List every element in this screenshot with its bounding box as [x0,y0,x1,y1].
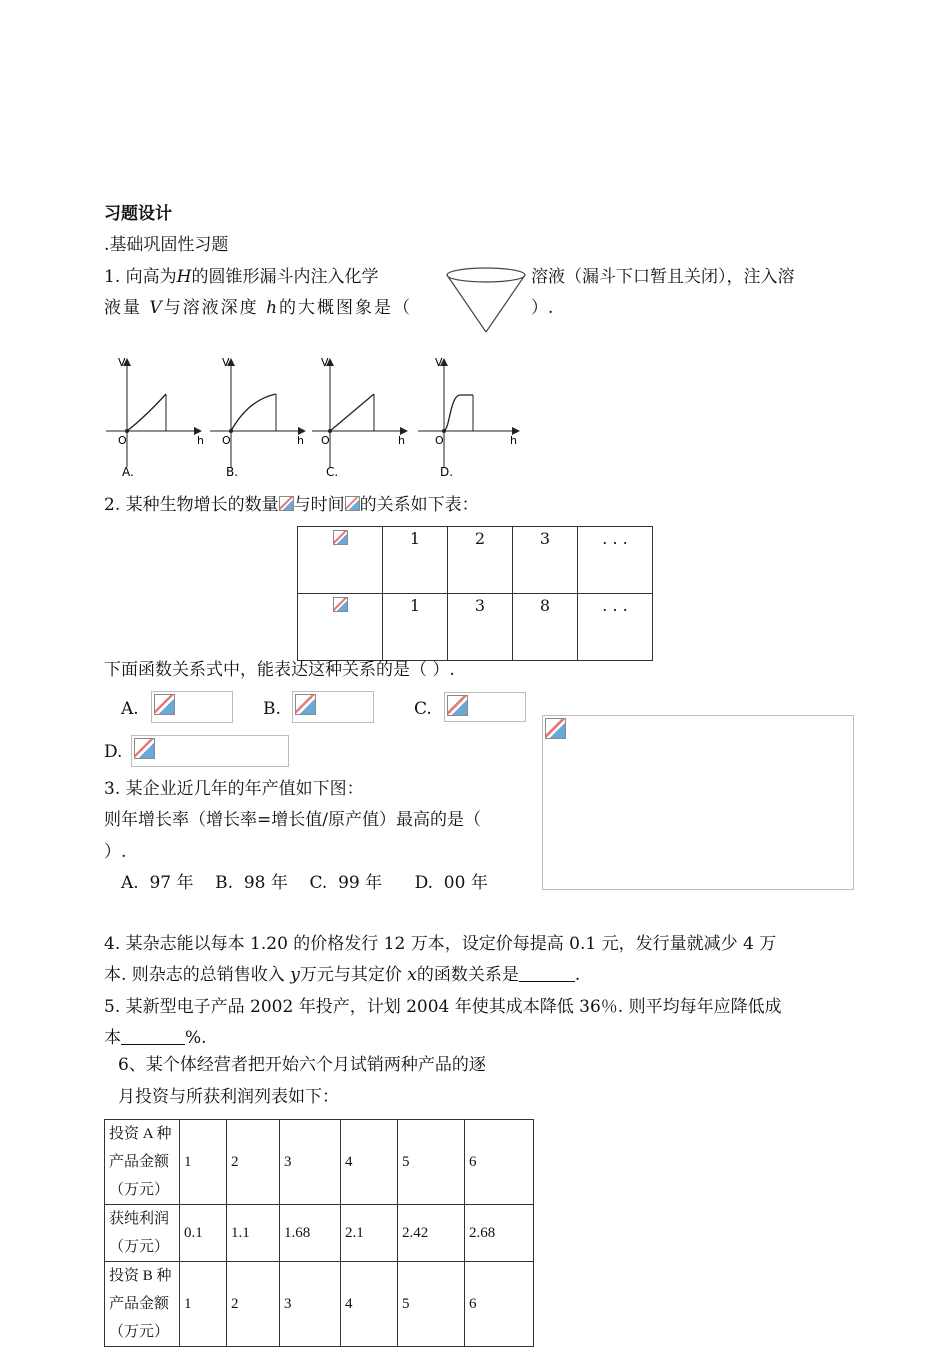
table-cell: 6 [465,1262,534,1347]
q1-graphs [100,352,530,482]
table-cell: 6 [465,1120,534,1205]
q6-table [104,1119,534,1347]
q5-text-b: %. [185,1028,207,1048]
table-cell: 1.1 [227,1205,280,1262]
q5-answer-blank[interactable] [121,1028,185,1045]
graph-a-label: A. [122,465,134,479]
table-cell: 3 [280,1262,341,1347]
q2-question: 下面函数关系式中，能表达这种关系的是（ ）. [104,660,455,680]
table-row [298,527,653,594]
table-cell: 2.1 [341,1205,398,1262]
row-header-line: （万元） [109,1182,170,1198]
table-cell: 1 [180,1120,227,1205]
q1-var-h-upper: H [176,267,192,287]
row-header-line: （万元） [109,1324,170,1340]
q1-line2 [104,297,412,319]
q2-option-c-label: C. [414,699,432,719]
graph-d-y-label: V [435,356,443,369]
q4-text-a: 本. 则杂志的总销售收入 [104,965,285,985]
graph-b-x-label: h [297,434,304,447]
row-header [105,1262,180,1347]
q2-text-b: 与时间 [293,495,345,515]
table-cell: 2 [227,1120,280,1205]
q4-var-y: y [290,965,300,985]
q1-text-g: ）. [531,298,554,318]
image-placeholder-icon [545,718,566,739]
graph-d [418,356,518,479]
image-placeholder-icon [134,738,155,759]
q3-line1: 3. 某企业近几年的年产值如下图： [104,779,364,799]
image-placeholder-icon [295,694,316,715]
q2-text-c: 的关系如下表： [359,495,479,515]
graph-c-x-label: h [398,434,405,447]
graph-a-origin: O [118,434,127,447]
q2-option-a-label: A. [121,699,139,719]
q3-chart-image [542,715,854,890]
q4-text-c: 的函数关系是 [416,965,519,985]
table-cell: 2.42 [398,1205,465,1262]
table-cell: 1.68 [280,1205,341,1262]
image-placeholder-icon [154,694,175,715]
table-cell: . . . [578,527,653,594]
q2-text-a: 2. 某种生物增长的数量 [104,495,279,515]
q1-text-b: 的圆锥形漏斗内注入化学 [191,267,379,287]
row-header-line: （万元） [109,1239,170,1255]
table-cell: 8 [513,594,578,661]
table-cell: 4 [341,1262,398,1347]
q1-line1 [104,266,378,288]
q1-text-f: 的大概图象是（ [279,298,413,318]
q4-line2 [104,964,580,986]
graph-d-label: D. [440,465,454,479]
q1-text-e: 与溶液深度 [163,298,259,318]
table-cell: 2 [227,1262,280,1347]
q1-text-c: 溶液（漏斗下口暂且关闭），注入溶 [531,267,795,287]
table-cell: 5 [398,1120,465,1205]
row-header [105,1205,180,1262]
q4-line1: 4. 某杂志能以每本 1.20 的价格发行 12 万本，设定价每提高 0.1 元，发行量就减少 4 万 [104,934,777,954]
image-placeholder-icon [345,496,360,511]
graph-a [106,356,204,479]
q6-line2: 月投资与所获利润列表如下： [118,1087,339,1107]
table-cell [298,527,383,594]
table-row [105,1120,534,1205]
q2-table [297,526,653,661]
q5-text-a: 本 [104,1028,121,1048]
q4-text-d: . [574,965,581,985]
q1-text-a: 1. 向高为 [104,267,177,287]
section-title: 习题设计 [104,204,172,224]
table-cell: 1 [383,594,448,661]
q2-text [104,494,479,516]
row-header-line: 投资 A 种 [109,1126,172,1142]
table-cell: 1 [180,1262,227,1347]
graph-a-y-label: V [118,356,126,369]
table-cell: 0.1 [180,1205,227,1262]
graph-d-x-label: h [510,434,517,447]
graph-b [210,356,304,479]
subtitle: .基础巩固性习题 [104,235,229,255]
q3-line3: ）. [104,842,127,862]
row-header-line: 产品金额 [109,1154,170,1170]
table-cell: 2 [448,527,513,594]
q1-var-h: h [266,298,280,318]
table-cell: 3 [448,594,513,661]
q5-line2 [104,1027,207,1049]
table-cell: 5 [398,1262,465,1347]
graph-d-origin: O [435,434,444,447]
q2-option-a-image [151,691,233,723]
table-cell: 2.68 [465,1205,534,1262]
table-cell: 3 [280,1120,341,1205]
graph-c-y-label: V [321,356,329,369]
q2-option-b-label: B. [263,699,281,719]
image-placeholder-icon [333,530,348,545]
graph-c-origin: O [321,434,330,447]
q1-text-d: 液量 [104,298,142,318]
row-header [105,1120,180,1205]
funnel-icon [438,266,534,336]
table-cell [298,594,383,661]
image-placeholder-icon [279,496,294,511]
row-header-line: 投资 B 种 [109,1268,172,1284]
q2-option-d-image [131,735,289,767]
row-header-line: 产品金额 [109,1296,170,1312]
q6-line1: 6、某个体经营者把开始六个月试销两种产品的逐 [118,1055,486,1075]
graph-b-origin: O [222,434,231,447]
q2-option-b-image [292,691,374,723]
table-row [105,1205,534,1262]
q4-text-b: 万元与其定价 [299,965,402,985]
q3-line2: 则年增长率（增长率=增长值/原产值）最高的是（ [104,810,481,830]
q1-var-v: V [149,298,164,318]
image-placeholder-icon [333,597,348,612]
q2-option-d-label: D. [104,742,123,762]
table-cell: 1 [383,527,448,594]
q5-line1: 5. 某新型电子产品 2002 年投产，计划 2004 年使其成本降低 36％. 则平均每年应降低成 [104,997,782,1017]
table-row [105,1262,534,1347]
table-cell: 3 [513,527,578,594]
q4-var-x: x [407,965,417,985]
q3-options: A. 97 年 B. 98 年 C. 99 年 D. 00 年 [121,873,488,893]
table-row [298,594,653,661]
q2-option-c-image [444,692,526,722]
graph-b-label: B. [226,465,239,479]
graph-a-x-label: h [197,434,204,447]
table-cell: . . . [578,594,653,661]
graph-c-label: C. [326,465,339,479]
graph-c [312,356,406,479]
q4-answer-blank[interactable] [519,965,575,982]
graph-b-y-label: V [222,356,230,369]
table-cell: 4 [341,1120,398,1205]
image-placeholder-icon [447,695,468,716]
row-header-line: 获纯利润 [109,1211,170,1227]
